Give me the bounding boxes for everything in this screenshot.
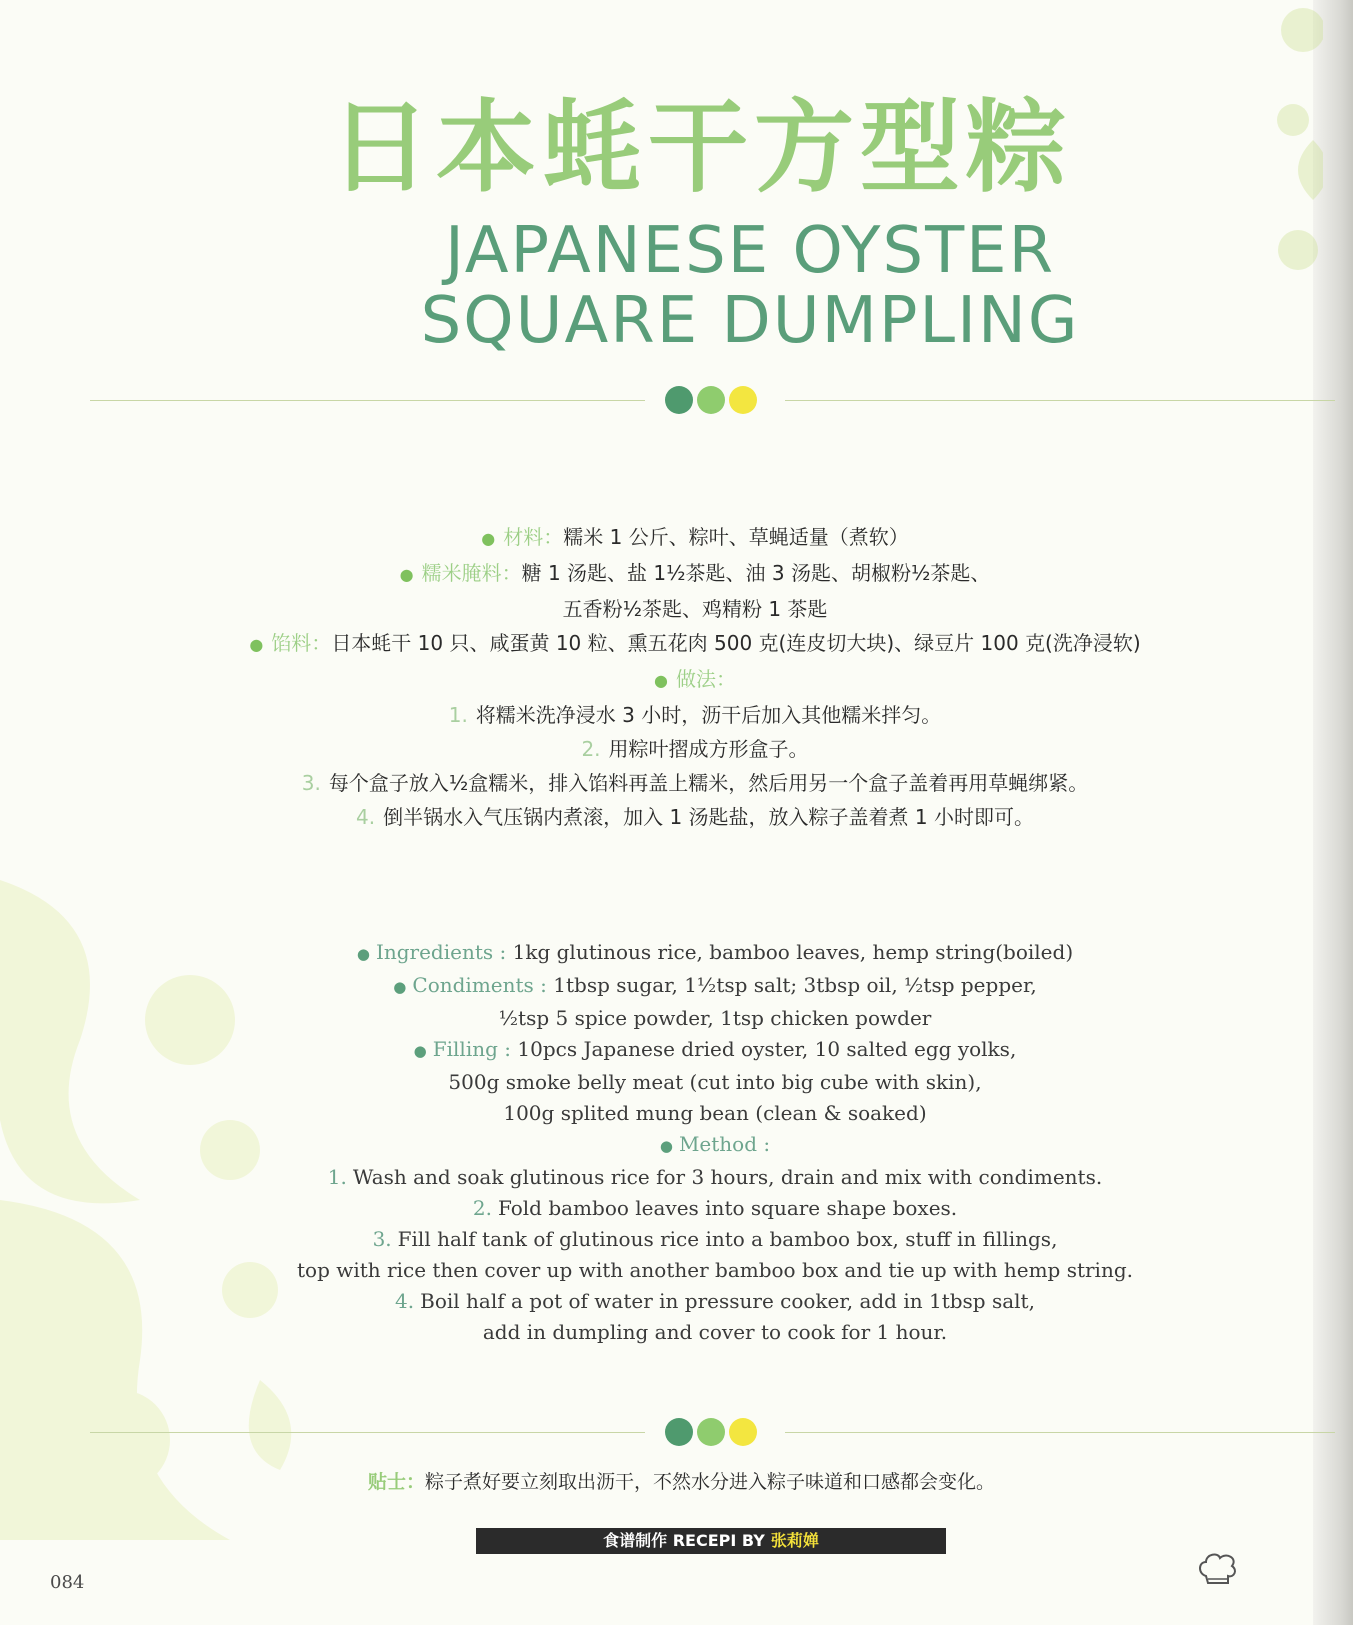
tip bbox=[368, 1468, 1128, 1496]
en-method-label: Method : bbox=[678, 1132, 771, 1156]
dot-yellow bbox=[729, 386, 757, 414]
bullet-dot-icon: ● bbox=[659, 1137, 673, 1155]
cn-step-2-text: 用粽叶摺成方形盒子。 bbox=[608, 737, 809, 761]
en-step-3-text: Fill half tank of glutinous rice into a bamboo box, stuff in fillings, bbox=[397, 1227, 1058, 1251]
en-condiments-cont: ½tsp 5 spice powder, 1tsp chicken powder bbox=[498, 1006, 932, 1030]
cn-step-3 bbox=[180, 766, 1210, 800]
en-condiments bbox=[220, 970, 1210, 1003]
en-step-4-number: 4. bbox=[395, 1289, 415, 1313]
tip-label: 贴士： bbox=[368, 1471, 426, 1493]
title-english-line-1: JAPANESE OYSTER bbox=[444, 214, 1056, 288]
bullet-dot-icon: ● bbox=[481, 529, 496, 548]
en-step-3 bbox=[220, 1224, 1210, 1255]
floral-ornament-top-right bbox=[1253, 0, 1323, 300]
cn-step-3-number: 3. bbox=[301, 771, 321, 795]
divider-line-right bbox=[785, 400, 1335, 401]
en-step-4-cont: add in dumpling and cover to cook for 1 hour. bbox=[482, 1320, 948, 1344]
cn-step-3-text: 每个盒子放入½盒糯米，排入馅料再盖上糯米，然后用另一个盒子盖着再用草蝇绑紧。 bbox=[328, 771, 1089, 795]
bullet-dot-icon: ● bbox=[399, 565, 414, 584]
divider-dots bbox=[665, 1418, 757, 1446]
en-step-1 bbox=[220, 1162, 1210, 1193]
cn-filling-label: 馅料： bbox=[271, 631, 332, 655]
divider-line-right bbox=[785, 1432, 1335, 1433]
cn-step-1 bbox=[180, 698, 1210, 732]
cn-step-1-number: 1. bbox=[448, 703, 468, 727]
en-step-4-text: Boil half a pot of water in pressure cooker, add in 1tbsp salt, bbox=[420, 1289, 1035, 1313]
en-step-2-number: 2. bbox=[472, 1196, 492, 1220]
cn-marinade-label: 糯米腌料： bbox=[421, 561, 522, 585]
credit-author: 张莉婵 bbox=[770, 1531, 819, 1550]
cn-ingredients bbox=[180, 520, 1210, 556]
bullet-dot-icon: ● bbox=[393, 978, 407, 996]
chef-hat-icon bbox=[1196, 1550, 1240, 1590]
cn-marinade-text-1: 糖 1 汤匙、盐 1½茶匙、油 3 汤匙、胡椒粉½茶匙、 bbox=[521, 561, 991, 585]
divider-dots bbox=[665, 386, 757, 414]
bullet-dot-icon: ● bbox=[654, 671, 668, 690]
divider-line-left bbox=[90, 1432, 645, 1433]
title-english bbox=[380, 216, 1120, 356]
recipe-credit-bar bbox=[476, 1528, 946, 1554]
cn-marinade-cont: 五香粉½茶匙、鸡精粉 1 茶匙 bbox=[562, 597, 828, 621]
en-step-3-number: 3. bbox=[372, 1227, 392, 1251]
en-step-2 bbox=[220, 1193, 1210, 1224]
cn-ingredients-text: 糯米 1 公斤、粽叶、草蝇适量（煮软） bbox=[563, 525, 909, 549]
cn-method-label: 做法： bbox=[675, 667, 736, 691]
credit-text: 食谱制作 RECEPI BY bbox=[603, 1531, 765, 1550]
cn-step-4 bbox=[180, 800, 1210, 834]
cn-method-heading bbox=[180, 662, 1210, 698]
en-filling-text-1: 10pcs Japanese dried oyster, 10 salted egg yolks, bbox=[517, 1037, 1017, 1061]
en-ingredients-text: 1kg glutinous rice, bamboo leaves, hemp string(boiled) bbox=[512, 940, 1074, 964]
en-condiments-text-1: 1tbsp sugar, 1½tsp salt; 3tbsp oil, ½tsp pepper, bbox=[553, 973, 1037, 997]
divider-line-left bbox=[90, 400, 645, 401]
en-ingredients-label: Ingredients : bbox=[375, 940, 507, 964]
cn-marinade bbox=[180, 556, 1210, 592]
cn-ingredients-label: 材料： bbox=[503, 525, 564, 549]
en-condiments-label: Condiments : bbox=[412, 973, 547, 997]
en-filling-cont-1: 500g smoke belly meat (cut into big cube with skin), bbox=[448, 1070, 982, 1094]
dot-light-green bbox=[697, 386, 725, 414]
title-chinese: 日本蚝干方型粽 bbox=[330, 89, 1072, 206]
cn-step-4-number: 4. bbox=[356, 805, 376, 829]
en-step-2-text: Fold bamboo leaves into square shape boxes. bbox=[497, 1196, 958, 1220]
dot-dark-green bbox=[665, 1418, 693, 1446]
recipe-english bbox=[220, 937, 1210, 1348]
bullet-dot-icon: ● bbox=[249, 635, 264, 654]
en-step-1-number: 1. bbox=[327, 1165, 347, 1189]
dot-yellow bbox=[729, 1418, 757, 1446]
cn-filling bbox=[180, 626, 1210, 662]
cn-step-2-number: 2. bbox=[581, 737, 601, 761]
dot-light-green bbox=[697, 1418, 725, 1446]
dot-dark-green bbox=[665, 386, 693, 414]
page-number: 084 bbox=[50, 1572, 85, 1593]
tip-text: 粽子煮好要立刻取出沥干，不然水分进入粽子味道和口感都会变化。 bbox=[425, 1471, 996, 1493]
divider-top bbox=[90, 386, 1335, 416]
title-english-line-2: SQUARE DUMPLING bbox=[420, 284, 1080, 358]
cn-step-1-text: 将糯米洗净浸水 3 小时，沥干后加入其他糯米拌匀。 bbox=[475, 703, 942, 727]
cn-step-2 bbox=[180, 732, 1210, 766]
en-filling-cont-2: 100g splited mung bean (clean & soaked) bbox=[503, 1101, 927, 1125]
divider-bottom bbox=[90, 1418, 1335, 1448]
bullet-dot-icon: ● bbox=[413, 1042, 427, 1060]
cn-step-4-text: 倒半锅水入气压锅内煮滚，加入 1 汤匙盐，放入粽子盖着煮 1 小时即可。 bbox=[383, 805, 1034, 829]
recipe-chinese bbox=[180, 520, 1210, 834]
en-filling-label: Filling : bbox=[432, 1037, 512, 1061]
en-step-1-text: Wash and soak glutinous rice for 3 hours, drain and mix with condiments. bbox=[352, 1165, 1103, 1189]
en-step-3-cont: top with rice then cover up with another bamboo box and tie up with hemp string. bbox=[297, 1258, 1133, 1282]
en-step-4 bbox=[220, 1286, 1210, 1317]
bullet-dot-icon: ● bbox=[356, 945, 370, 963]
cn-filling-text: 日本蚝干 10 只、咸蛋黄 10 粒、熏五花肉 500 克(连皮切大块)、绿豆片 100 克(洗净浸软) bbox=[331, 631, 1141, 655]
en-method-heading bbox=[220, 1129, 1210, 1162]
en-filling bbox=[220, 1034, 1210, 1067]
en-ingredients bbox=[220, 937, 1210, 970]
